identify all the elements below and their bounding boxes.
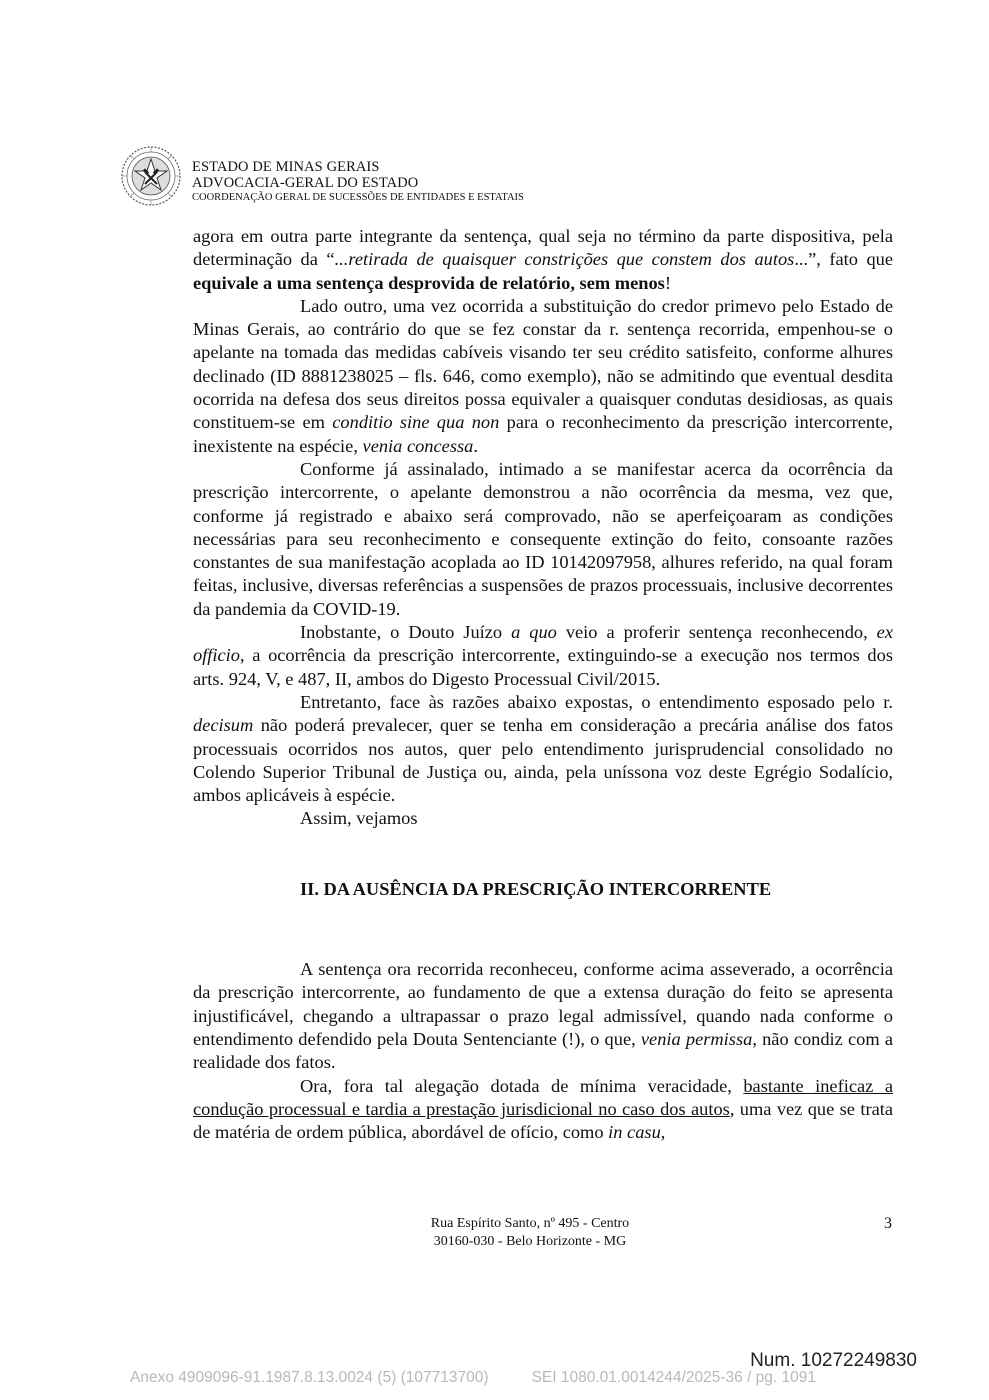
letterhead-state: ESTADO DE MINAS GERAIS bbox=[192, 159, 380, 175]
state-seal-icon bbox=[120, 145, 182, 207]
paragraph-2 bbox=[193, 295, 893, 458]
letterhead-text bbox=[192, 159, 524, 205]
underlined-emphasis: bastante ineficaz a condução processual e tardia a prestação jurisdicional no caso dos autos bbox=[193, 1075, 893, 1119]
paragraph-5 bbox=[193, 691, 893, 807]
paragraph-1 bbox=[193, 225, 893, 295]
text-run: , não condiz com a realidade dos fatos. bbox=[193, 1028, 894, 1073]
latin-term: decisum bbox=[193, 715, 254, 736]
annex-stamp: Anexo 4909096-91.1987.8.13.0024 (5) (107713700) SEI 1080.01.0014244/2025-36 / pg. 1091 bbox=[130, 1369, 816, 1386]
text-run: Ora, fora tal alegação dotada de mínima veracidade, bbox=[300, 1075, 744, 1096]
text-run: , uma vez que se trata de matéria de ordem pública, abordável de ofício, como bbox=[193, 1098, 893, 1143]
page-number: 3 bbox=[884, 1215, 892, 1232]
text-run: , a ocorrência da prescrição intercorrente, extinguindo-se a execução nos termos dos arts. 924, V, e 487, II, ambos do Digesto Processual Civil/2015. bbox=[193, 645, 893, 689]
address-line-1: Rua Espírito Santo, nº 495 - Centro bbox=[430, 1216, 630, 1231]
latin-term: a quo bbox=[511, 622, 557, 643]
paragraph-8 bbox=[193, 1075, 893, 1145]
text-run: Entretanto, face às razões abaixo expostas, o entendimento esposado pelo r. bbox=[300, 691, 893, 712]
document-number-stamp: Num. 10272249830 bbox=[750, 1350, 917, 1371]
italic-quote: ...retirada de quaisquer constrições que constem dos autos bbox=[334, 249, 795, 270]
latin-term: in casu bbox=[608, 1122, 661, 1143]
document-body bbox=[193, 225, 893, 1144]
text-run: Lado outro, uma vez ocorrida a substituição do credor primevo pelo Estado de Minas Gerais, ao contrário do que se fez constar da r. sentença recorrida, empenhou-se o apelante na tomada das medidas cabíveis visando ter seu crédito satisfeito, conforme alhures declinado (ID 8881238025 – fls. 646, como exemplo), não se admitindo que eventual desdita ocorrida na defesa dos seus direitos possa equivaler a quaisquer condutas desidiosas, as quais constituem-se em bbox=[193, 295, 893, 433]
paragraph-3 bbox=[193, 458, 893, 621]
bold-emphasis: equivale a uma sentença desprovida de relatório, sem menos bbox=[193, 272, 665, 293]
text-run: agora em outra parte integrante da sentença, qual seja no término da parte dispositiva, pela determinação da “ bbox=[193, 226, 893, 270]
text-run: para o reconhecimento da prescrição intercorrente, inexistente na espécie, bbox=[193, 412, 893, 456]
address-line-2: 30160-030 - Belo Horizonte - MG bbox=[433, 1234, 627, 1249]
spacer bbox=[193, 831, 893, 878]
latin-term: conditio sine qua non bbox=[332, 412, 500, 433]
section-heading: II. DA AUSÊNCIA DA PRESCRIÇÃO INTERCORRENTE bbox=[300, 878, 772, 899]
latin-term: venia permissa bbox=[640, 1028, 753, 1049]
letterhead-department: COORDENAÇÃO GERAL DE SUCESSÕES DE ENTIDADES E ESTATAIS bbox=[192, 192, 524, 203]
footer-address bbox=[380, 1215, 680, 1251]
paragraph-6 bbox=[193, 807, 893, 830]
paragraph-7 bbox=[193, 958, 893, 1074]
text-run: Assim, vejamos bbox=[300, 808, 418, 829]
spacer bbox=[193, 901, 893, 958]
latin-term: venia concessa bbox=[362, 435, 474, 456]
text-run: . bbox=[473, 435, 478, 456]
latin-term: ex officio bbox=[193, 622, 893, 666]
text-run: A sentença ora recorrida reconheceu, conforme acima asseverado, a ocorrência da prescrição intercorrente, ao fundamento de que a extensa duração do feito se apresenta injustificável, chegando a ultrapassar o prazo legal admissível, quando nada conforme o entendimento defendido pela Douta Sentenciante (!), o que, bbox=[193, 959, 893, 1049]
text-run: , bbox=[660, 1122, 666, 1143]
text-run: Inobstante, o Douto Juízo bbox=[300, 622, 512, 643]
text-run: veio a proferir sentença reconhecendo, bbox=[556, 622, 877, 643]
text-run: ...”, fato que bbox=[794, 249, 893, 270]
letterhead-agency: ADVOCACIA-GERAL DO ESTADO bbox=[192, 175, 419, 191]
paragraph-4 bbox=[193, 621, 893, 691]
text-run: não poderá prevalecer, quer se tenha em consideração a precária análise dos fatos processuais ocorridos nos autos, quer pelo entendimento jurisprudencial consolidado no Colendo Superior Tribunal de Justiça ou, ainda, pela uníssona voz deste Egrégio Sodalício, ambos aplicáveis à espécie. bbox=[193, 715, 893, 806]
text-run: ! bbox=[664, 272, 671, 293]
text-run: Conforme já assinalado, intimado a se manifestar acerca da ocorrência da prescrição intercorrente, o apelante demonstrou a não ocorrência da mesma, vez que, conforme já registrado e abaixo será comprovado, não se aperfeiçoaram as condições necessárias para seu reconhecimento e consequente extinção do feito, consoante razões constantes de sua manifestação acoplada ao ID 10142097958, alhures referido, na qual foram feitas, inclusive, diversas referências a suspensões de prazos processuais, inclusive decorrentes da pandemia da COVID-19. bbox=[193, 458, 893, 619]
